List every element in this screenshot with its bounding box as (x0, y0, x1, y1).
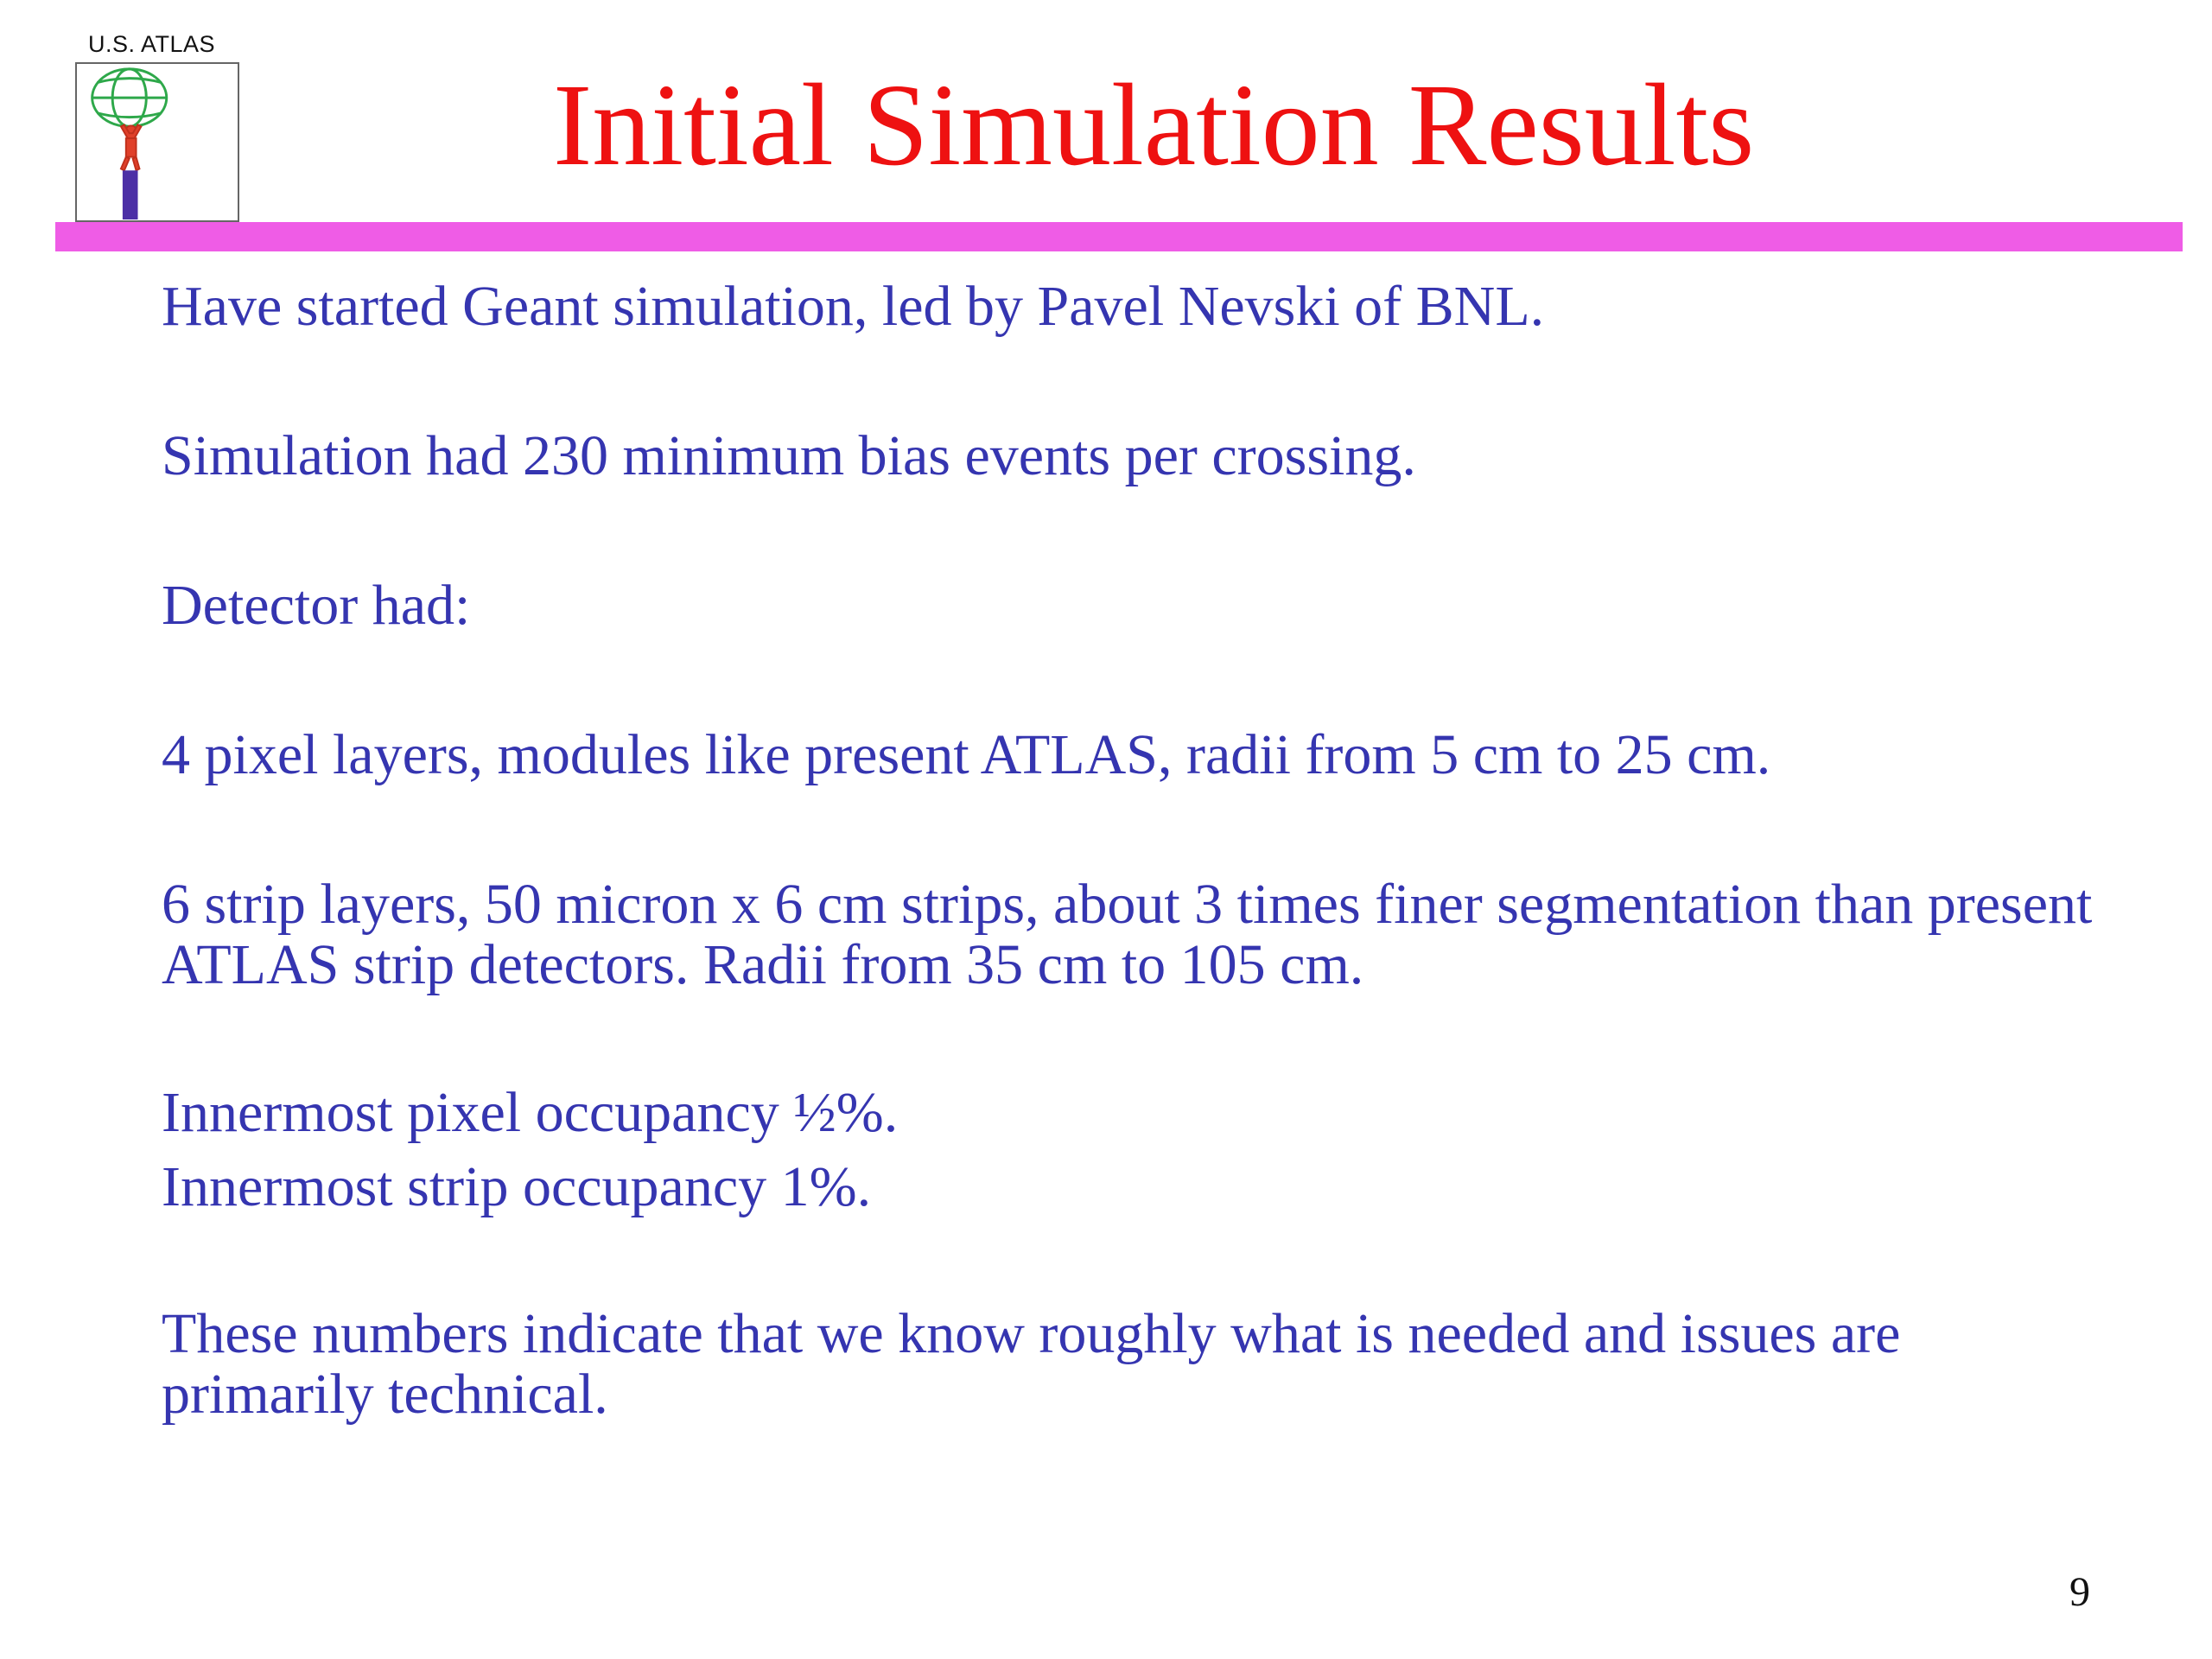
atlas-logo (75, 62, 239, 222)
text-line: Detector had: (162, 574, 471, 637)
text-line: Innermost strip occupancy 1%. (162, 1155, 872, 1218)
atlas-figure-icon (77, 64, 238, 220)
title-divider (55, 222, 2183, 251)
text-paragraph: These numbers indicate that we know roughly what is needed and issues are primarily technical. (162, 1302, 1901, 1426)
slide-title: Initial Simulation Results (553, 60, 1755, 190)
page-number: 9 (2069, 1569, 2090, 1615)
text-line: Innermost pixel occupancy ½%. (162, 1081, 899, 1144)
text-line: Have started Geant simulation, led by Pavel Nevski of BNL. (162, 275, 1545, 338)
text-line: Simulation had 230 minimum bias events per crossing. (162, 424, 1416, 487)
text-line: 4 pixel layers, modules like present ATLAS, radii from 5 cm to 25 cm. (162, 723, 1771, 786)
logo-caption: U.S. ATLAS (88, 31, 216, 57)
text-paragraph: 6 strip layers, 50 micron x 6 cm strips, about 3 times finer segmentation than present ATLAS strip detectors. Radii from 35 cm to 105 cm. (162, 873, 2093, 996)
